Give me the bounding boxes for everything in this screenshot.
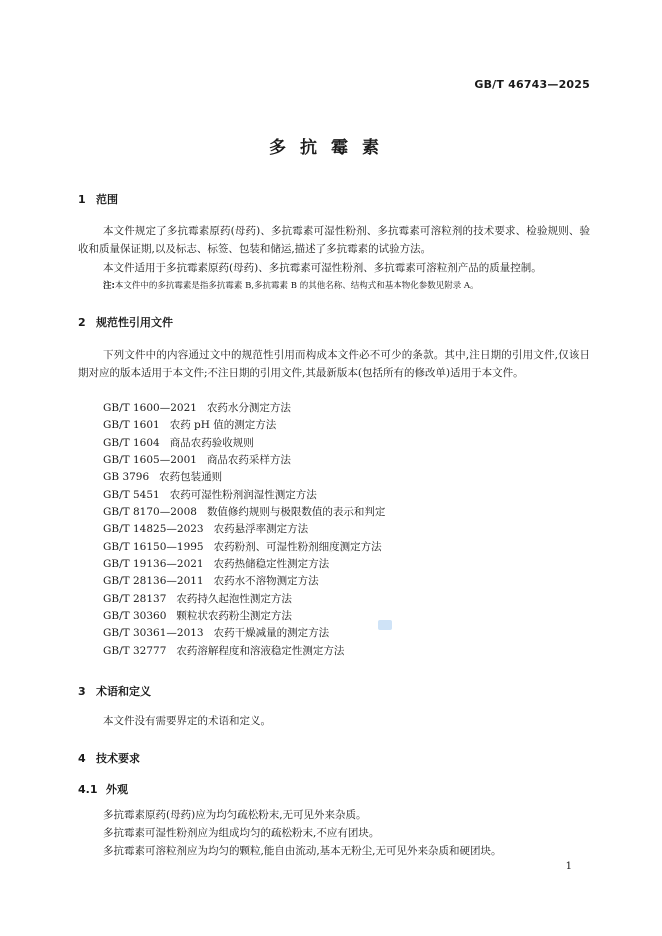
reference-name: 农药 pH 值的测定方法 xyxy=(169,419,277,432)
appearance-line: 多抗霉素可湿性粉剂应为组成均匀的疏松粉末,不应有团块。 xyxy=(103,827,380,839)
reference-code: GB/T 8170—2008 xyxy=(103,506,197,519)
reference-item xyxy=(103,452,385,469)
reference-name: 农药持久起泡性测定方法 xyxy=(176,592,292,605)
section-title: 范围 xyxy=(96,193,118,206)
reference-code: GB/T 16150—1995 xyxy=(103,540,204,553)
reference-name: 农药悬浮率测定方法 xyxy=(213,523,309,536)
note-label: 注: xyxy=(103,281,115,291)
watermark-icon xyxy=(378,620,392,630)
section-number: 2 xyxy=(78,316,86,329)
references-intro: 下列文件中的内容通过文中的规范性引用而构成本文件必不可少的条款。其中,注日期的引用文件,仅该日期对应的版本适用于本文件;不注日期的引用文件,其最新版本(包括所有的修改单)适用于本文件。 xyxy=(78,349,590,379)
subsection-number: 4.1 xyxy=(78,783,98,796)
reference-item xyxy=(103,487,385,504)
reference-name: 数值修约规则与极限数值的表示和判定 xyxy=(206,506,386,519)
reference-code: GB/T 30361—2013 xyxy=(103,627,204,640)
reference-name: 农药溶解程度和溶液稳定性测定方法 xyxy=(176,644,345,657)
section-3-heading xyxy=(78,683,151,699)
section-4-heading xyxy=(78,750,140,766)
terms-paragraph: 本文件没有需要界定的术语和定义。 xyxy=(103,715,271,727)
reference-name: 农药粉剂、可湿性粉剂细度测定方法 xyxy=(213,540,382,553)
reference-code: GB/T 1601 xyxy=(103,419,160,432)
reference-name: 商品农药验收规则 xyxy=(169,436,254,449)
reference-name: 农药热储稳定性测定方法 xyxy=(213,558,330,571)
scope-paragraph-2: 本文件适用于多抗霉素原药(母药)、多抗霉素可湿性粉剂、多抗霉素可溶粒剂产品的质量控制。 xyxy=(103,262,542,274)
reference-name: 颗粒状农药粉尘测定方法 xyxy=(176,610,292,623)
reference-item xyxy=(103,469,385,486)
reference-code: GB/T 5451 xyxy=(103,488,160,501)
reference-name: 商品农药采样方法 xyxy=(206,454,291,467)
reference-code: GB/T 30360 xyxy=(103,610,167,623)
reference-code: GB 3796 xyxy=(103,471,150,484)
note-text: 本文件中的多抗霉素是指多抗霉素 B,多抗霉素 B 的其他名称、结构式和基本物化参数见附录 A。 xyxy=(114,281,479,291)
reference-code: GB/T 1604 xyxy=(103,436,160,449)
section-2-heading xyxy=(78,314,173,330)
reference-code: GB/T 14825—2023 xyxy=(103,523,204,536)
scope-paragraph-1: 本文件规定了多抗霉素原药(母药)、多抗霉素可湿性粉剂、多抗霉素可溶粒剂的技术要求、检验规则、验收和质量保证期,以及标志、标签、包装和储运,描述了多抗霉素的试验方法。 xyxy=(78,225,590,255)
subsection-4-1-heading xyxy=(78,781,128,797)
reference-item xyxy=(103,417,385,434)
standard-code: GB/T 46743—2025 xyxy=(474,78,590,91)
reference-item xyxy=(103,504,385,521)
section-number: 3 xyxy=(78,685,86,698)
reference-code: GB/T 19136—2021 xyxy=(103,558,204,571)
reference-name: 农药可湿性粉剂润湿性测定方法 xyxy=(169,488,317,501)
reference-item xyxy=(103,573,385,590)
appearance-line: 多抗霉素可溶粒剂应为均匀的颗粒,能自由流动,基本无粉尘,无可见外来杂质和硬团块。 xyxy=(103,845,502,857)
reference-code: GB/T 28137 xyxy=(103,592,167,605)
reference-item xyxy=(103,643,385,660)
reference-name: 农药包装通则 xyxy=(159,471,223,484)
reference-code: GB/T 1605—2001 xyxy=(103,454,197,467)
reference-item xyxy=(103,400,385,417)
reference-list xyxy=(103,400,385,660)
reference-item xyxy=(103,591,385,608)
reference-code: GB/T 1600—2021 xyxy=(103,402,197,414)
section-title: 技术要求 xyxy=(96,752,140,765)
section-1-heading xyxy=(78,191,118,207)
page-number: 1 xyxy=(565,861,572,872)
reference-item xyxy=(103,556,385,573)
reference-code: GB/T 28136—2011 xyxy=(103,575,204,588)
reference-item xyxy=(103,435,385,452)
reference-item xyxy=(103,625,385,642)
subsection-title: 外观 xyxy=(106,783,128,796)
appearance-line: 多抗霉素原药(母药)应为均匀疏松粉末,无可见外来杂质。 xyxy=(103,809,367,821)
reference-name: 农药干燥减量的测定方法 xyxy=(213,627,330,640)
section-number: 1 xyxy=(78,193,86,206)
reference-item xyxy=(103,608,385,625)
reference-item xyxy=(103,521,385,538)
scope-note xyxy=(103,279,479,293)
reference-item xyxy=(103,539,385,556)
section-title: 术语和定义 xyxy=(96,685,151,698)
reference-name: 农药水分测定方法 xyxy=(206,402,291,414)
document-title: 多抗霉素 xyxy=(269,138,393,158)
section-title: 规范性引用文件 xyxy=(96,316,173,329)
reference-name: 农药水不溶物测定方法 xyxy=(213,575,319,588)
section-number: 4 xyxy=(78,752,86,765)
reference-code: GB/T 32777 xyxy=(103,644,167,657)
